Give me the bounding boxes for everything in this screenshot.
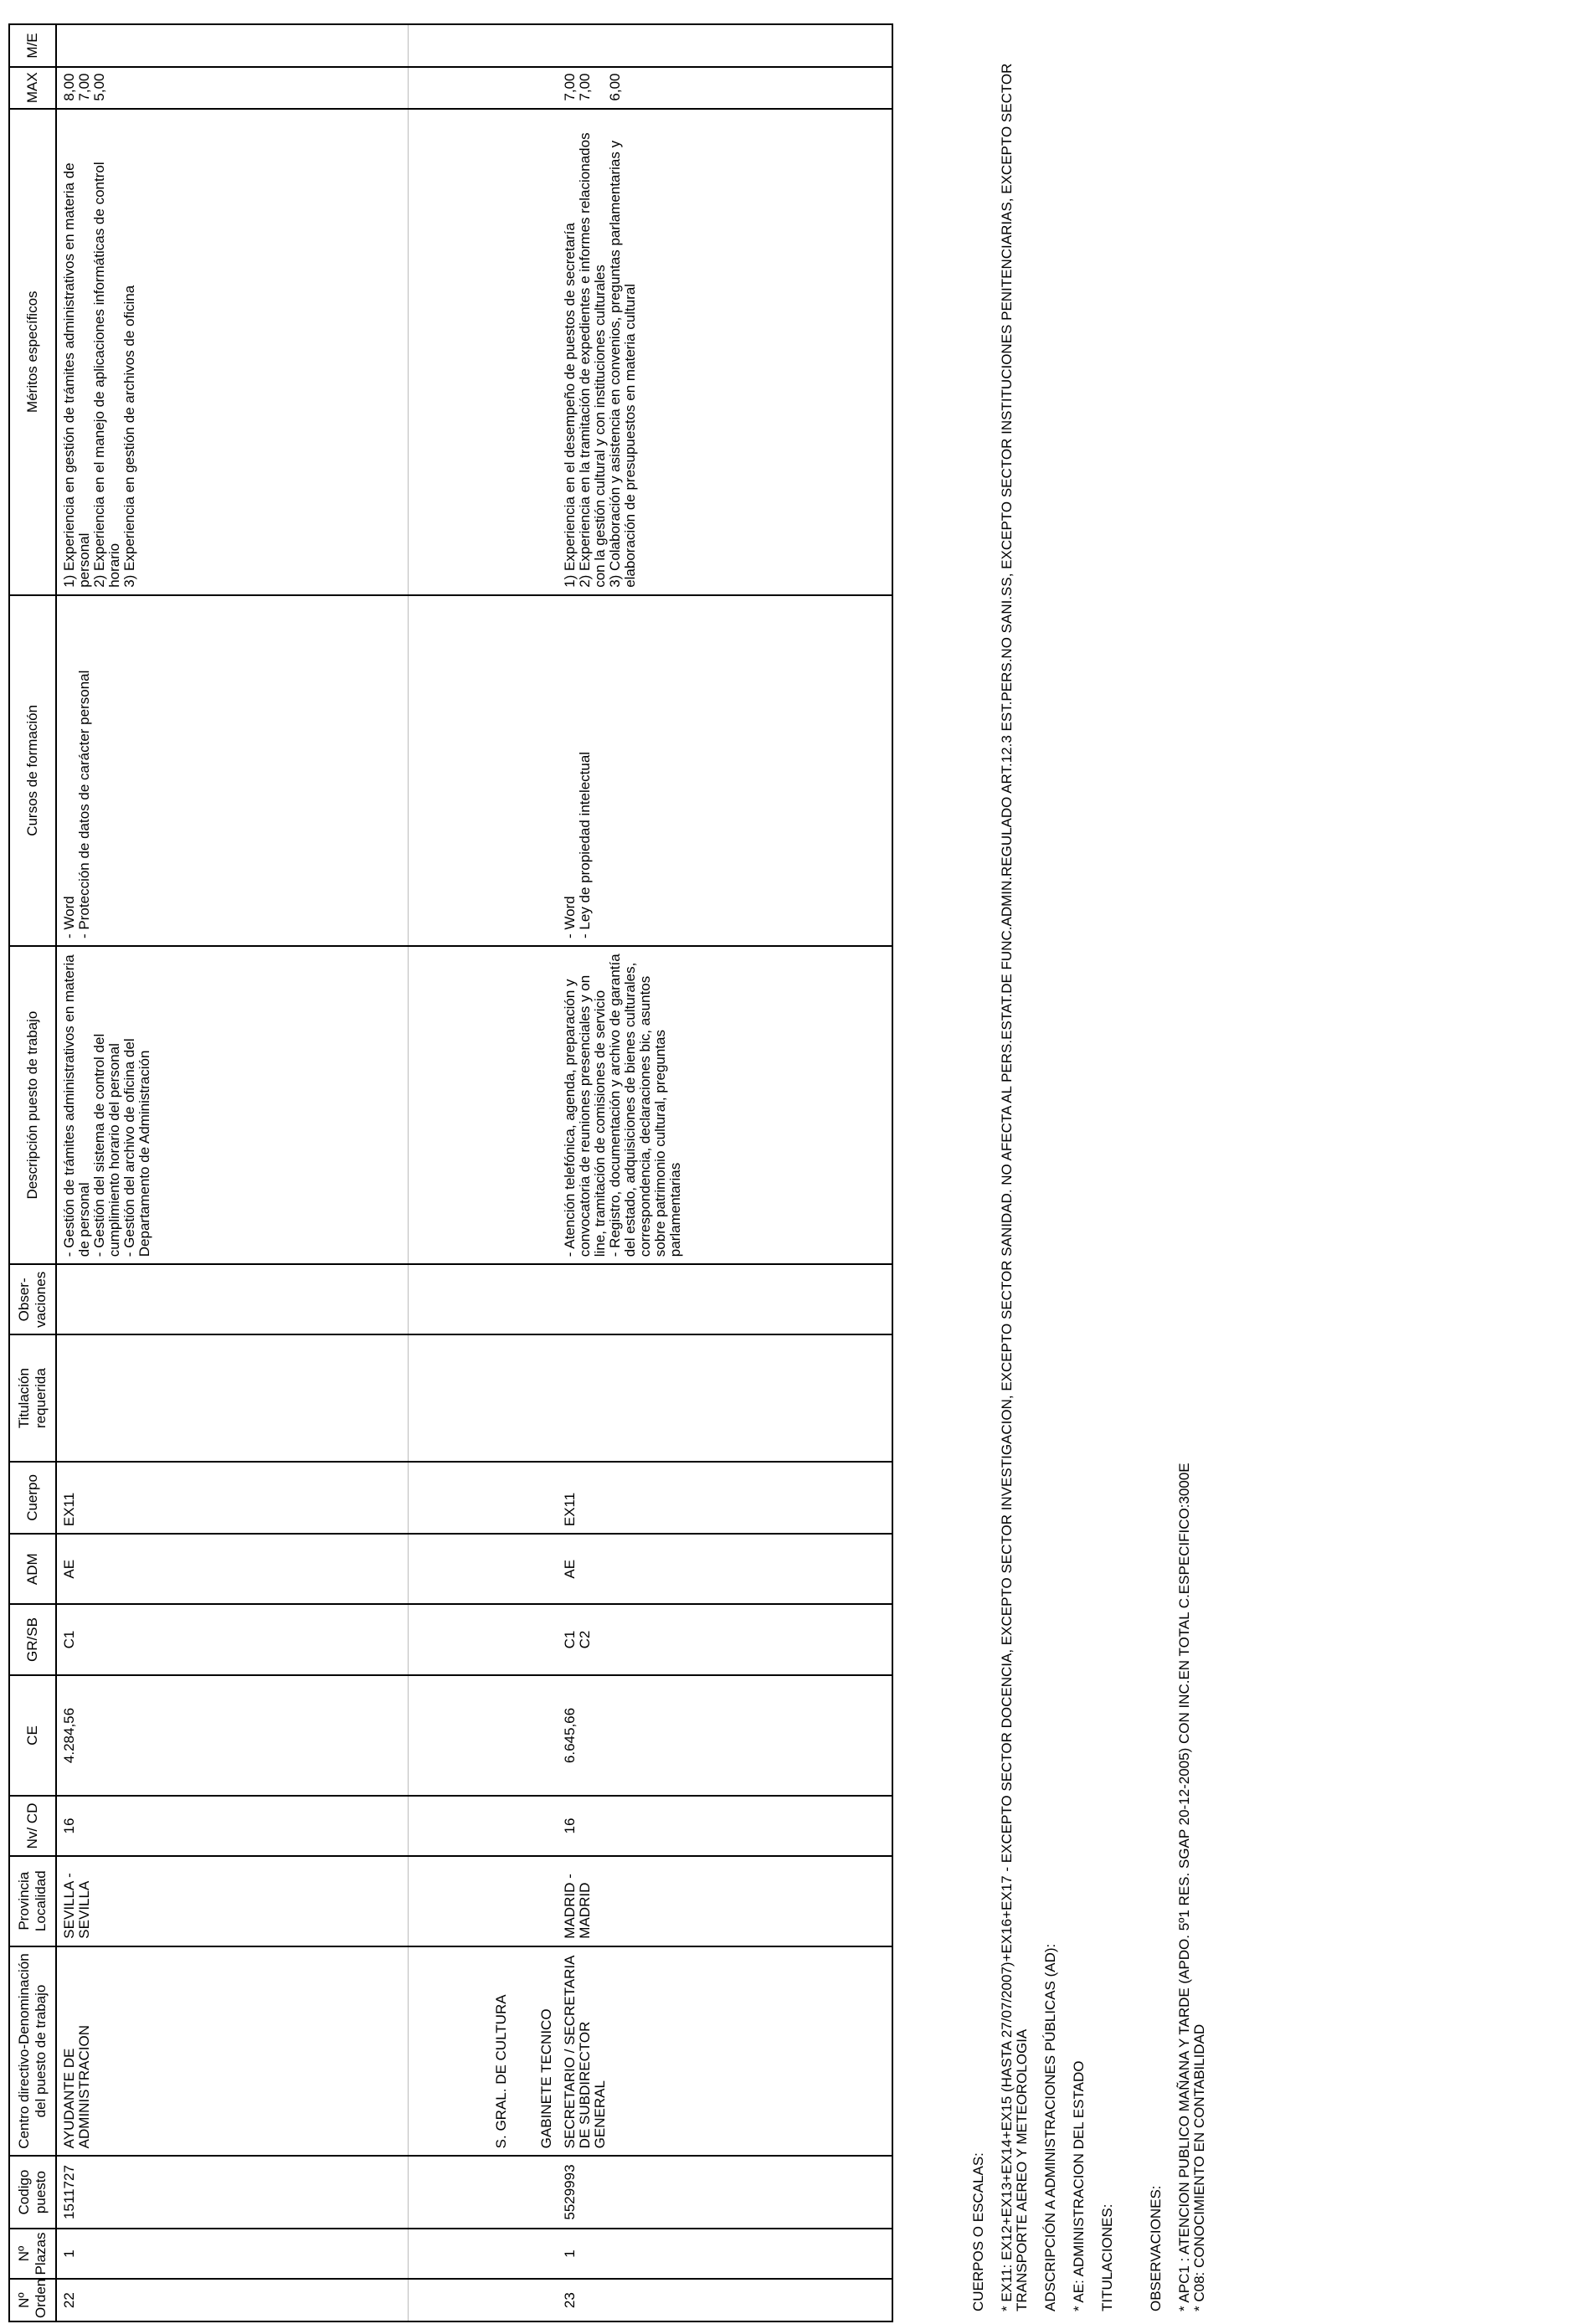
header-grupo: GR/SB bbox=[9, 1604, 56, 1674]
titulaciones-title: TITULACIONES: bbox=[1099, 2203, 1115, 2311]
table-row bbox=[558, 24, 892, 2321]
cell-max: 7,00 7,00 6,00 bbox=[558, 67, 892, 109]
cell-provincia: SEVILLA - SEVILLA bbox=[56, 1856, 408, 1946]
header-meritos: Méritos específicos bbox=[9, 109, 56, 595]
cell-cuerpo: EX11 bbox=[56, 1462, 408, 1534]
header-centro: Centro directivo-Denominación del puesto de trabajo bbox=[9, 1946, 56, 2157]
cell-cuerpo: EX11 bbox=[558, 1462, 892, 1534]
header-row bbox=[9, 24, 56, 2321]
cuerpos-title: CUERPOS O ESCALAS: bbox=[970, 2152, 986, 2311]
header-cuerpo: Cuerpo bbox=[9, 1462, 56, 1534]
cell-grupo: C1 C2 bbox=[558, 1604, 892, 1674]
cell-grupo: C1 bbox=[56, 1604, 408, 1674]
header-descripcion: Descripción puesto de trabajo bbox=[9, 946, 56, 1264]
cell-codigo: 1511727 bbox=[56, 2156, 408, 2228]
header-adm: ADM bbox=[9, 1534, 56, 1604]
header-provincia: Provincia Localidad bbox=[9, 1856, 56, 1946]
header-plazas: Nº Plazas bbox=[9, 2229, 56, 2279]
cell-ce: 6.645,66 bbox=[558, 1675, 892, 1797]
cell-provincia: MADRID - MADRID bbox=[558, 1856, 892, 1946]
cell-orden: 22 bbox=[56, 2279, 408, 2321]
cell-cursos: - Word - Protección de datos de carácter personal bbox=[56, 595, 408, 946]
header-me: M/E bbox=[9, 24, 56, 67]
cell-observaciones bbox=[56, 1264, 408, 1334]
header-observaciones: Obser- vaciones bbox=[9, 1264, 56, 1334]
cell-adm: AE bbox=[558, 1534, 892, 1604]
separator-row bbox=[408, 24, 415, 2321]
table-row bbox=[56, 24, 408, 2321]
cell-ce: 4.284,56 bbox=[56, 1675, 408, 1797]
header-ce: CE bbox=[9, 1675, 56, 1797]
cell-me bbox=[558, 24, 892, 67]
header-max: MAX bbox=[9, 67, 56, 109]
footnotes bbox=[971, 51, 1207, 2311]
header-codigo: Codigo puesto bbox=[9, 2156, 56, 2228]
cell-titulacion bbox=[56, 1334, 408, 1461]
cell-centro: AYUDANTE DE ADMINISTRACION bbox=[56, 1946, 408, 2157]
subdirection-label: S. GRAL. DE CULTURA bbox=[492, 1994, 509, 2149]
header-nivel: Nv/ CD bbox=[9, 1796, 56, 1855]
cell-descripcion: - Gestión de trámites administrativos en materia de personal - Gestión del sistema de control del cumplimiento horario del personal - Gestión del archivo de oficina del Departamento de Administración bbox=[56, 946, 408, 1264]
cell-centro: SECRETARIO / SECRETARIA DE SUBDIRECTOR GENERAL bbox=[558, 1946, 892, 2157]
cell-me bbox=[56, 24, 408, 67]
cell-titulacion bbox=[558, 1334, 892, 1461]
header-cursos: Cursos de formación bbox=[9, 595, 56, 946]
cell-descripcion: - Atención telefónica, agenda, preparación y convocatoria de reuniones presenciales y on line, tramitación de comisiones de servicio - Registro, documentación y archivo de garantía del estado, adquisiciones de bienes culturales, correspondencia, declaraciones bic, asuntos sobre patrimonio cultural, preguntas parlamentarias bbox=[558, 946, 892, 1264]
header-orden: Nº Orden bbox=[9, 2279, 56, 2321]
cell-plazas: 1 bbox=[56, 2229, 408, 2279]
observaciones-title: OBSERVACIONES: bbox=[1148, 2185, 1164, 2311]
cell-nivel: 16 bbox=[56, 1796, 408, 1855]
cell-adm: AE bbox=[56, 1534, 408, 1604]
unit-label: GABINETE TECNICO bbox=[537, 2008, 554, 2149]
adscripcion-text: * AE: ADMINISTRACION DEL ESTADO bbox=[1071, 2060, 1087, 2311]
observaciones-text: * APC1 : ATENCION PUBLICO MAÑANA Y TARDE (APDO. 5º1 RES. SGAP 20-12-2005) CON INC.EN TOTAL C.ESPECIFICO:3000E * C08: CONOCIMIENTO EN CONTABILIDAD bbox=[1176, 1463, 1207, 2311]
cell-max: 8,00 7,00 5,00 bbox=[56, 67, 408, 109]
cell-orden: 23 bbox=[558, 2279, 892, 2321]
group-labels bbox=[415, 1946, 558, 2157]
cell-meritos: 1) Experiencia en el desempeño de puestos de secretaría 2) Experiencia en la tramitación de expedientes e informes relacionados con la gestión cultural y con instituciones culturales 3) Colaboración y asistencia en convenios, preguntas parlamentarias y elaboración de presupuestos en materia cultural bbox=[558, 109, 892, 595]
cuerpos-text: * EX11: EX12+EX13+EX14+EX15 (HASTA 27/07/2007)+EX16+EX17 - EXCEPTO SECTOR DOCENCIA, EXCEPTO SECTOR INVESTIGACION, EXCEPTO SECTOR SANIDAD. NO AFECTA AL PERS.ESTAT.DE FUNC.ADMIN.REGULADO ART.12.3 EST.PERS.NO SANI.SS, EXCEPTO SECTOR INSTITUCIONES PENITENCIARIAS, EXCEPTO SECTOR TRANSPORTE AEREO Y METEOROLOGIA bbox=[999, 63, 1030, 2311]
cell-plazas: 1 bbox=[558, 2229, 892, 2279]
cell-meritos: 1) Experiencia en gestión de trámites administrativos en materia de personal 2) Experiencia en el manejo de aplicaciones informáticas de control horario 3) Experiencia en gestión de archivos de oficina bbox=[56, 109, 408, 595]
cell-codigo: 5529993 bbox=[558, 2156, 892, 2228]
positions-table bbox=[8, 23, 893, 2322]
cell-observaciones bbox=[558, 1264, 892, 1334]
adscripcion-title: ADSCRIPCIÓN A ADMINISTRACIONES PÚBLICAS (AD): bbox=[1042, 1943, 1058, 2311]
header-titulacion: Titulación requerida bbox=[9, 1334, 56, 1461]
cell-nivel: 16 bbox=[558, 1796, 892, 1855]
group-row bbox=[415, 24, 558, 2321]
cell-cursos: - Word - Ley de propiedad intelectual bbox=[558, 595, 892, 946]
